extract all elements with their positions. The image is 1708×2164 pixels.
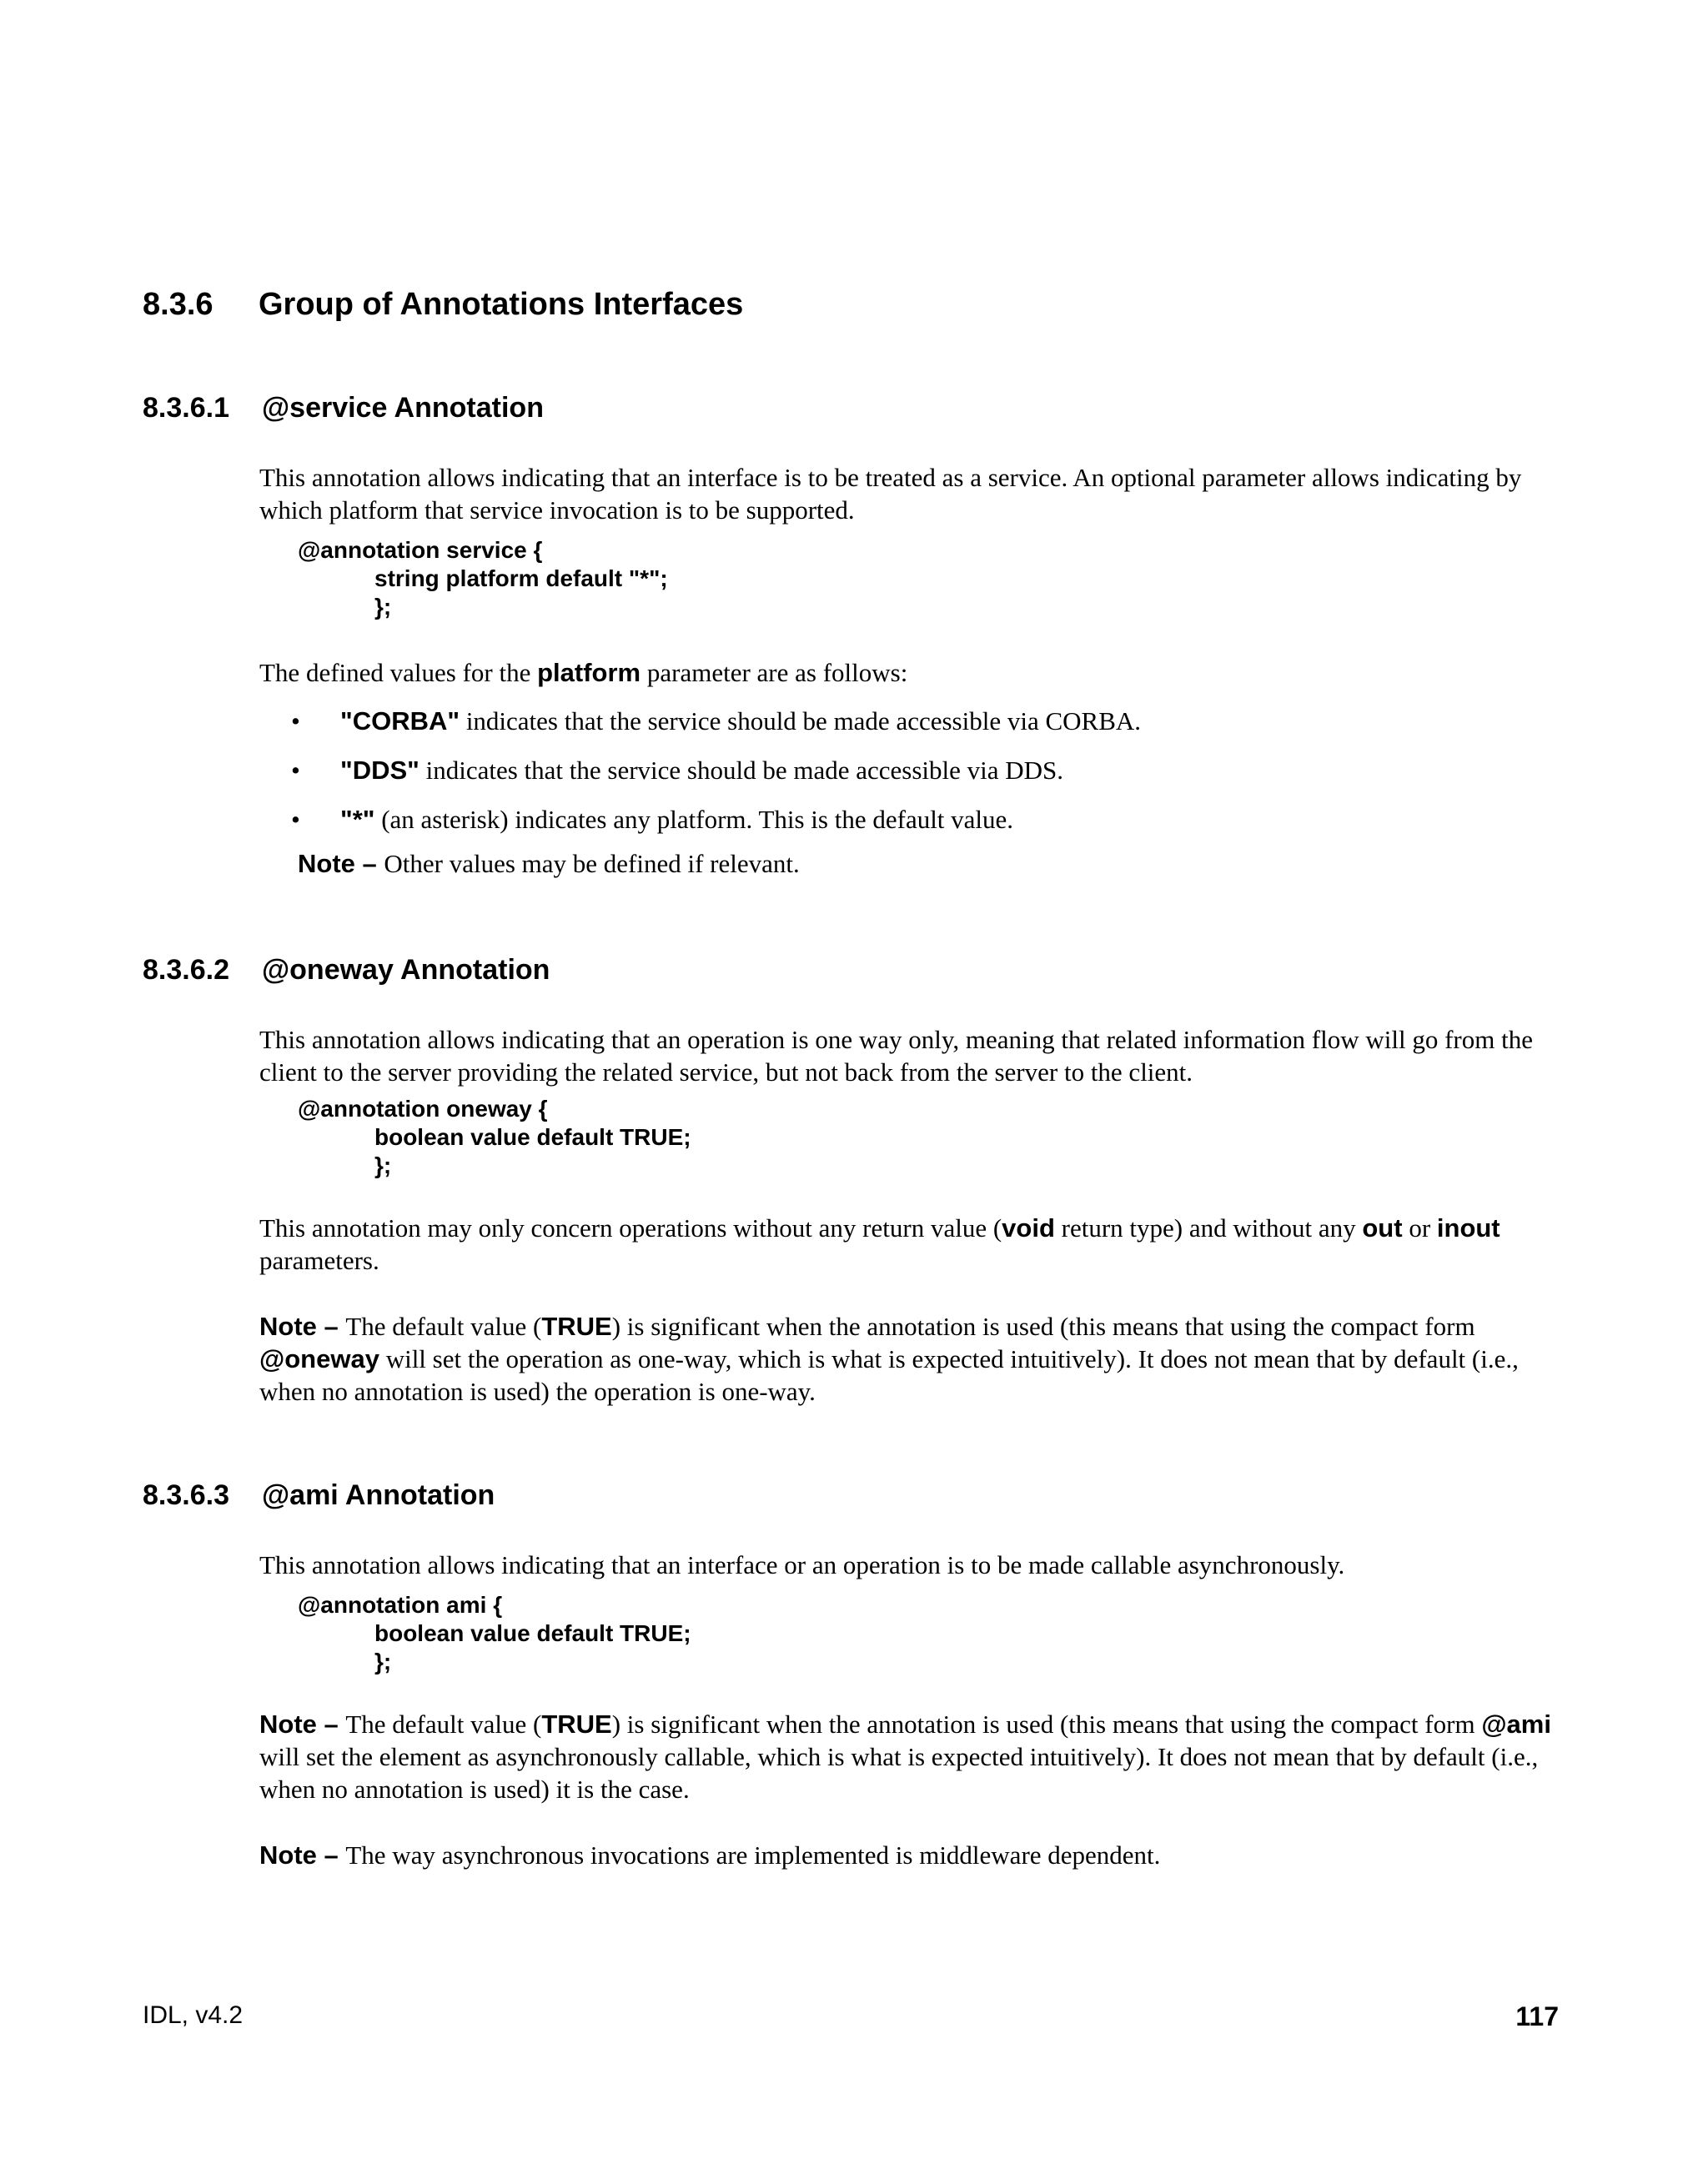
keyword: "CORBA" — [340, 706, 460, 736]
text-run: (an asterisk) indicates any platform. This is the default value. — [374, 805, 1014, 834]
text-run: The defined values for the — [259, 658, 538, 687]
bullet-icon: • — [291, 706, 300, 736]
service-number: 8.3.6.1 — [143, 392, 229, 424]
oneway-restriction — [259, 1212, 1573, 1277]
code-line: string platform default "*"; — [374, 565, 668, 591]
code-line: }; — [374, 1152, 392, 1178]
list-item — [259, 754, 1573, 786]
ami-note — [259, 1708, 1573, 1805]
keyword: TRUE — [541, 1312, 612, 1341]
text-run: ) is significant when the annotation is used (this means that using the compact form — [611, 1312, 1475, 1341]
oneway-title: @oneway Annotation — [262, 954, 550, 986]
note-label: Note – — [298, 849, 384, 878]
code-line: }; — [374, 594, 392, 620]
keyword: inout — [1436, 1213, 1500, 1243]
oneway-code-block — [298, 1095, 1573, 1180]
text-run: will set the element as asynchronously callable, which is what is expected intuitively). It does not mean that by default (i.e., when no annotation is used) it is the case. — [259, 1742, 1539, 1804]
keyword: "*" — [340, 805, 375, 834]
list-item — [259, 705, 1573, 737]
ami-number: 8.3.6.3 — [143, 1479, 229, 1511]
keyword: out — [1362, 1213, 1403, 1243]
code-line: }; — [374, 1649, 392, 1674]
text-run: The default value ( — [345, 1710, 542, 1739]
text-run: or — [1402, 1213, 1437, 1243]
keyword: platform — [537, 658, 641, 687]
page-number: 117 — [1515, 2001, 1559, 2031]
ami-heading — [143, 1479, 495, 1512]
oneway-heading — [143, 954, 550, 987]
ami-section — [259, 1549, 1573, 1871]
code-line: @annotation ami { — [298, 1592, 503, 1618]
code-line: @annotation oneway { — [298, 1096, 548, 1122]
service-section — [259, 461, 1573, 880]
service-note — [298, 847, 1573, 880]
text-run: return type) and without any — [1054, 1213, 1363, 1243]
service-intro: This annotation allows indicating that an interface is to be treated as a service. An optional parameter allows indicating by which platform that service invocation is to be supported. — [259, 463, 1522, 525]
ami-title: @ami Annotation — [262, 1479, 495, 1511]
keyword: TRUE — [541, 1710, 612, 1739]
note-label: Note – — [259, 1840, 346, 1870]
oneway-intro: This annotation allows indicating that an operation is one way only, meaning that related information flow will go from the client to the server providing the related service, but not back from the server to the client. — [259, 1025, 1533, 1087]
text-run: Other values may be defined if relevant. — [384, 849, 800, 878]
note-label: Note – — [259, 1710, 346, 1739]
text-run: parameter are as follows: — [640, 658, 908, 687]
ami-code-block — [298, 1591, 1573, 1676]
section-title: Group of Annotations Interfaces — [259, 287, 744, 322]
bullet-icon: • — [291, 805, 300, 834]
text-run: ) is significant when the annotation is used (this means that using the compact form — [611, 1710, 1482, 1739]
ami-note-2 — [259, 1839, 1573, 1871]
oneway-note — [259, 1310, 1573, 1408]
service-title: @service Annotation — [262, 392, 544, 424]
code-line: boolean value default TRUE; — [374, 1620, 691, 1646]
bullet-icon: • — [291, 756, 300, 785]
oneway-number: 8.3.6.2 — [143, 954, 229, 986]
platform-values-intro — [259, 656, 1573, 689]
text-run: This annotation may only concern operations without any return value ( — [259, 1213, 1002, 1243]
text-run: will set the operation as one-way, which is what is expected intuitively). It does not mean that by default (i.e., when no annotation is used) the operation is one-way. — [259, 1344, 1519, 1406]
text-run: parameters. — [259, 1246, 379, 1275]
text-run: indicates that the service should be made accessible via DDS. — [419, 756, 1064, 785]
code-line: boolean value default TRUE; — [374, 1124, 691, 1150]
platform-values-list — [259, 705, 1573, 836]
note-label: Note – — [259, 1312, 346, 1341]
ami-intro: This annotation allows indicating that an interface or an operation is to be made callable asynchronously. — [259, 1550, 1345, 1579]
section-number: 8.3.6 — [143, 287, 214, 322]
oneway-section — [259, 1023, 1573, 1408]
keyword: void — [1002, 1213, 1055, 1243]
section-heading — [143, 287, 743, 323]
keyword: @ami — [1481, 1710, 1551, 1739]
keyword: "DDS" — [340, 756, 419, 785]
code-line: @annotation service { — [298, 537, 543, 563]
service-heading — [143, 392, 544, 424]
service-code-block — [298, 536, 1573, 621]
footer-doc-version: IDL, v4.2 — [143, 2001, 244, 2029]
text-run: indicates that the service should be made accessible via CORBA. — [460, 706, 1142, 736]
text-run: The default value ( — [345, 1312, 542, 1341]
keyword: @oneway — [259, 1344, 379, 1373]
list-item — [259, 803, 1573, 836]
text-run: The way asynchronous invocations are implemented is middleware dependent. — [345, 1840, 1161, 1870]
